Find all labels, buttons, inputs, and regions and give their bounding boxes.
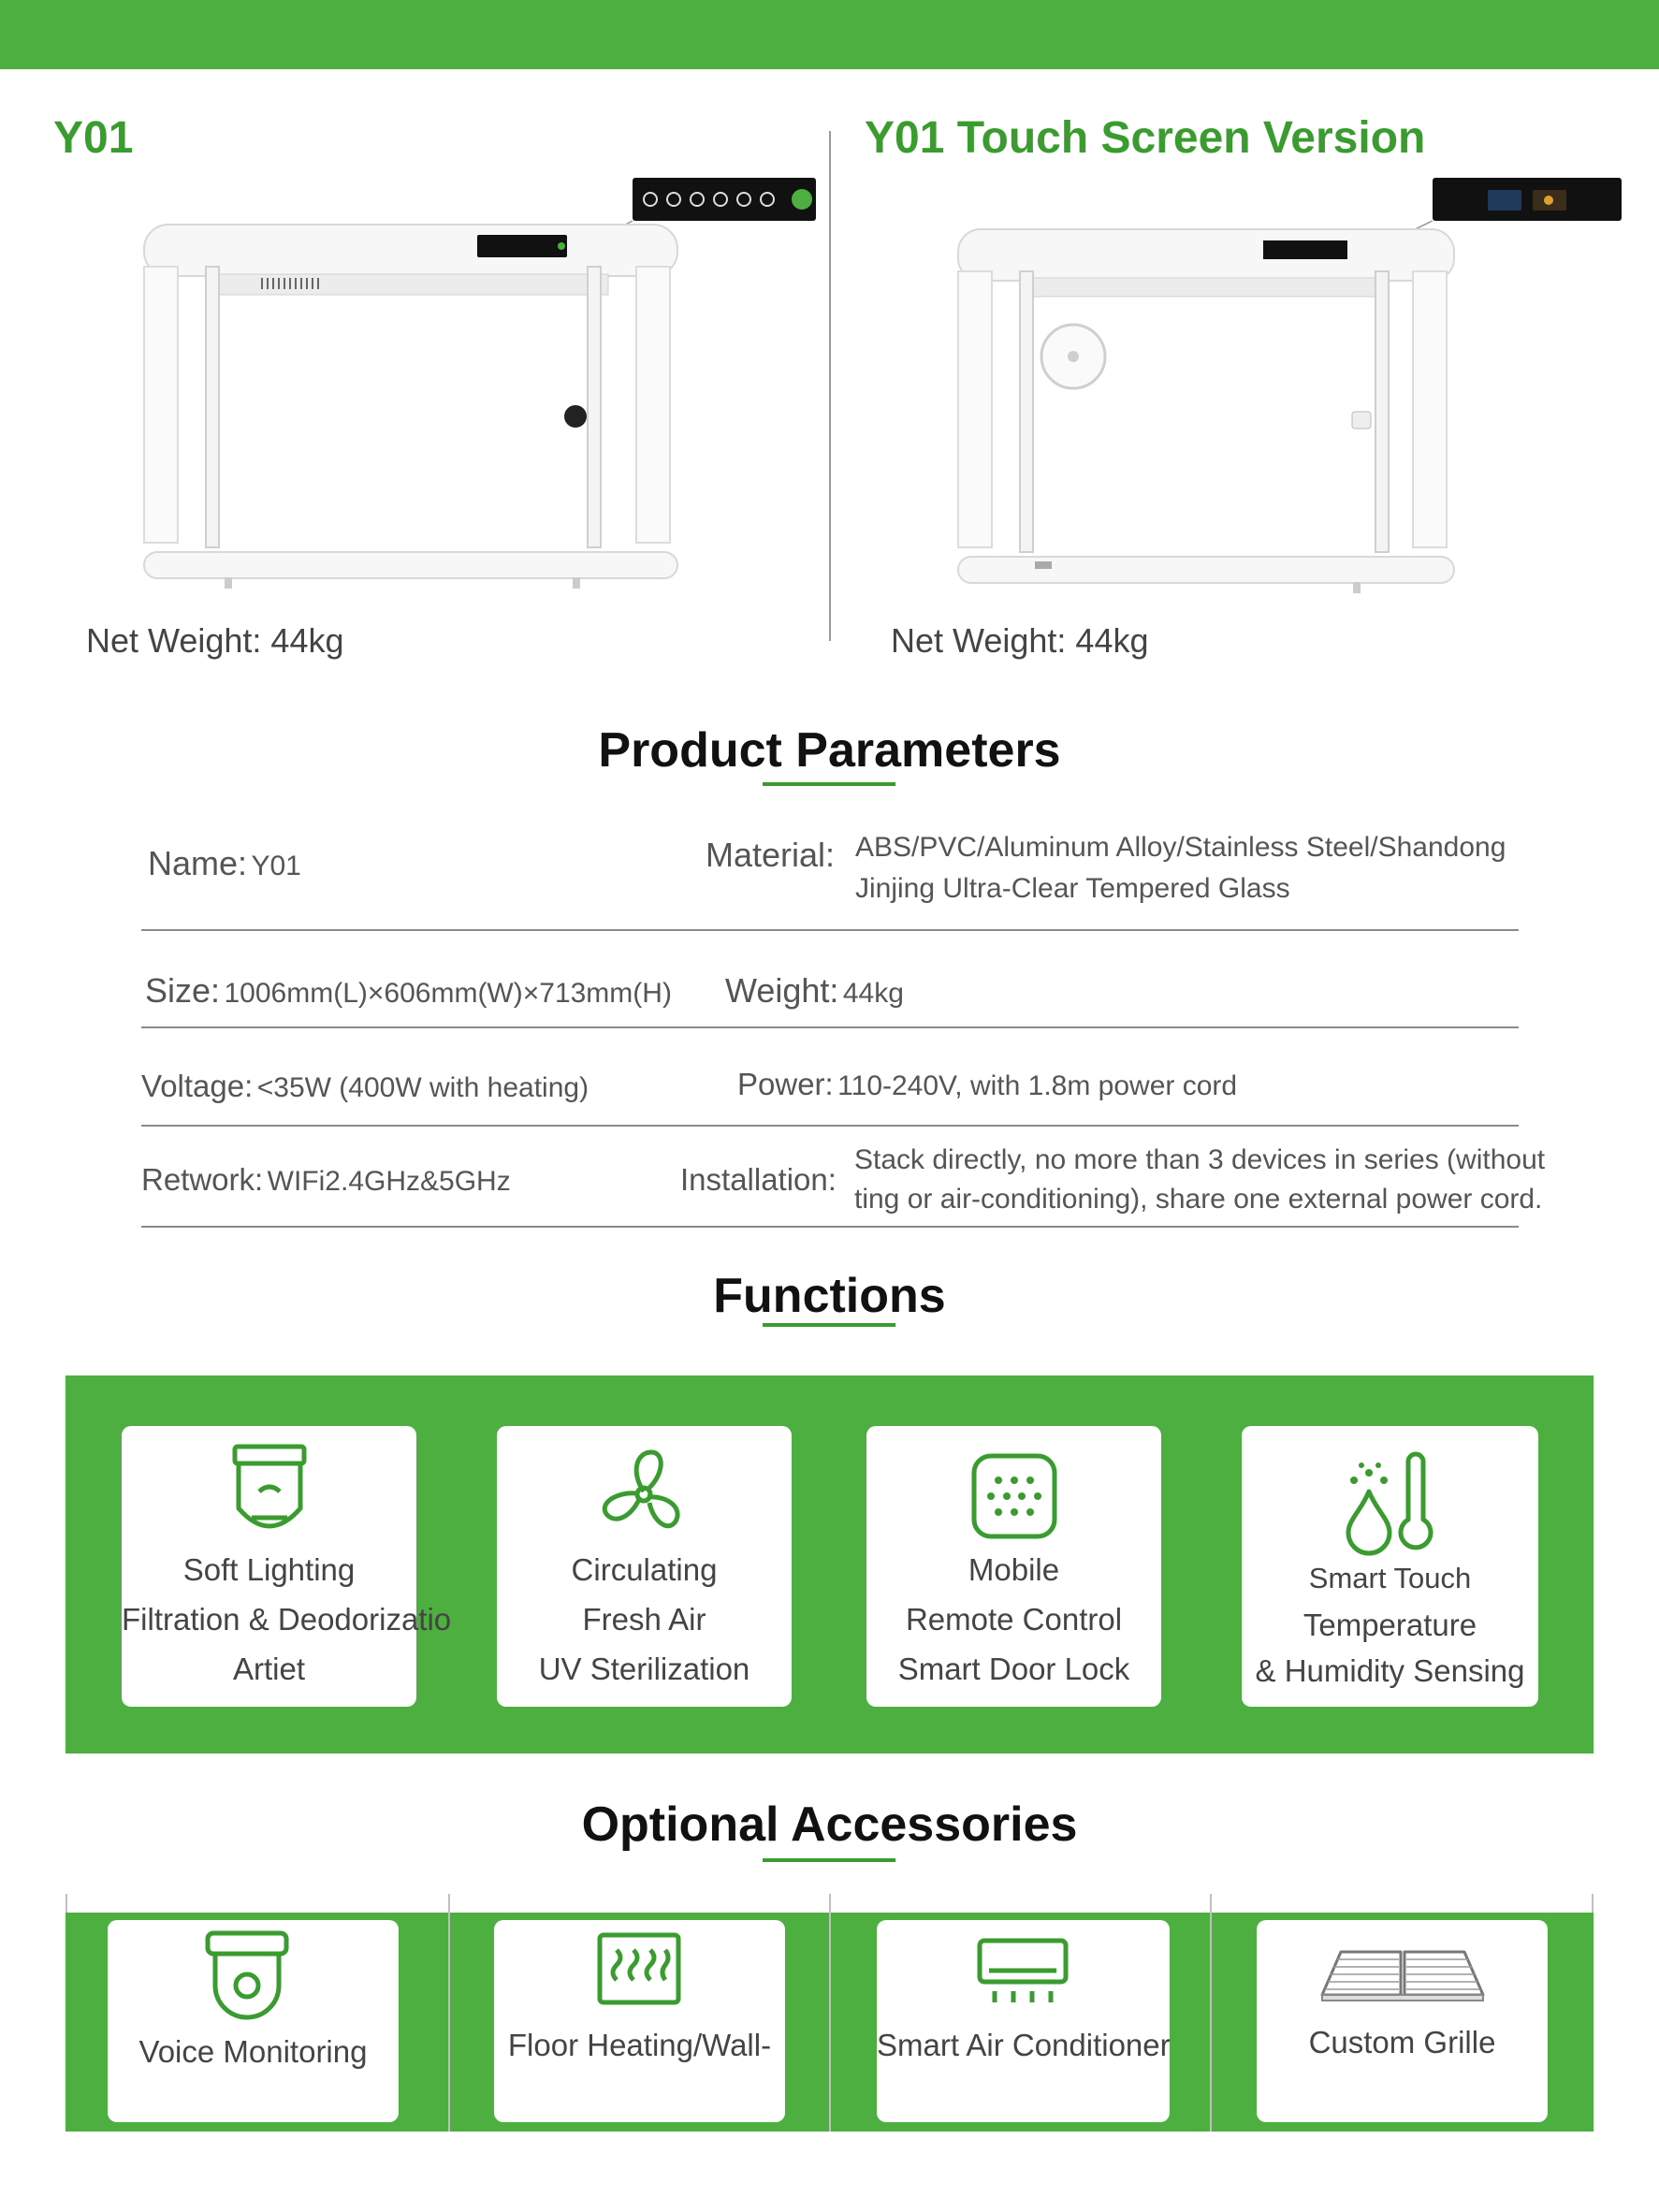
param-value: WIFi2.4GHz&5GHz — [267, 1166, 511, 1197]
accessory-card — [1257, 1920, 1548, 2122]
param-label: Power: — [737, 1067, 834, 1101]
product-title-touch: Y01 Touch Screen Version — [865, 113, 1426, 163]
function-card — [1242, 1426, 1538, 1707]
product-title-y01: Y01 — [53, 113, 134, 163]
param-value: <35W (400W with heating) — [256, 1072, 589, 1103]
function-line: Smart Touch — [1308, 1562, 1472, 1594]
param-divider — [141, 1026, 1519, 1028]
function-card — [866, 1426, 1161, 1707]
lamp-icon — [226, 1443, 313, 1546]
accessories-heading: Optional Accessories — [581, 1797, 1078, 1852]
net-weight-y01: Net Weight: 44kg — [86, 621, 344, 660]
fan-icon — [595, 1445, 692, 1542]
accessory-card — [494, 1920, 785, 2122]
function-line: Temperature — [1302, 1608, 1477, 1642]
function-line: UV Sterilization — [538, 1652, 750, 1686]
param-label: Name: — [148, 844, 248, 882]
param-value: 1006mm(L)×606mm(W)×713mm(H) — [224, 978, 672, 1009]
function-card — [497, 1426, 792, 1707]
functions-heading: Functions — [713, 1269, 946, 1323]
functions-heading-underline — [763, 1323, 895, 1327]
function-line: Mobile — [968, 1552, 1060, 1587]
param-weight — [725, 971, 904, 1011]
accessory-label: Voice Monitoring — [138, 2034, 368, 2069]
param-voltage — [141, 1069, 589, 1104]
param-value-material-line2: Jinjing Ultra-Clear Tempered Glass — [855, 873, 1290, 904]
heating-icon — [596, 1931, 682, 2006]
param-network — [141, 1162, 511, 1198]
product-image-y01 — [131, 173, 823, 604]
function-line: Soft Lighting — [182, 1552, 356, 1587]
accessory-separator — [448, 1894, 450, 2132]
param-name — [148, 844, 301, 883]
accessory-separator — [1592, 1894, 1594, 1913]
function-card — [122, 1426, 452, 1707]
air-conditioner-icon — [976, 1937, 1070, 2008]
param-power — [737, 1067, 1237, 1102]
accessory-label: Floor Heating/Wall- — [507, 2028, 772, 2062]
param-value-material-line1: ABS/PVC/Aluminum Alloy/Stainless Steel/Shandong — [855, 832, 1506, 863]
accessory-label: Custom Grille — [1308, 2025, 1496, 2059]
param-divider — [141, 1226, 1519, 1228]
parameters-heading-underline — [763, 782, 895, 786]
param-size — [145, 971, 672, 1011]
accessory-separator — [1210, 1894, 1212, 2132]
function-line: Remote Control — [905, 1602, 1123, 1637]
product-image-touch — [945, 173, 1637, 604]
param-value: 44kg — [842, 978, 904, 1009]
function-line: Smart Door Lock — [897, 1652, 1130, 1686]
function-line: & Humidity Sensing — [1255, 1653, 1525, 1688]
parameters-heading: Product Parameters — [598, 723, 1061, 778]
accessory-separator — [829, 1894, 831, 2132]
param-value: 110-240V, with 1.8m power cord — [837, 1070, 1238, 1101]
function-line: Artiet — [232, 1652, 306, 1686]
thermometer-drops-icon — [1343, 1454, 1436, 1557]
param-label: Voltage: — [141, 1069, 254, 1103]
remote-dots-icon — [970, 1452, 1058, 1540]
param-label: Retwork: — [141, 1162, 264, 1197]
function-line: Circulating — [571, 1552, 718, 1587]
accessory-card — [877, 1920, 1170, 2122]
param-label-installation: Installation: — [680, 1162, 837, 1197]
function-line: Filtration & Deodorizatio — [122, 1602, 452, 1637]
accessory-separator — [65, 1894, 67, 1913]
param-divider — [141, 1125, 1519, 1127]
param-value: Y01 — [251, 851, 301, 881]
param-label: Weight: — [725, 971, 839, 1010]
net-weight-touch: Net Weight: 44kg — [891, 621, 1149, 660]
accessory-card — [108, 1920, 399, 2122]
function-line: Fresh Air — [582, 1602, 706, 1637]
param-value-installation-line1: Stack directly, no more than 3 devices in series (without — [854, 1144, 1546, 1175]
top-banner — [0, 0, 1659, 69]
accessories-heading-underline — [763, 1858, 895, 1862]
grille-icon — [1317, 1946, 1489, 2008]
accessory-label: Smart Air Conditioner — [877, 2028, 1171, 2062]
product-divider — [829, 131, 831, 641]
param-label-material: Material: — [706, 836, 836, 874]
param-label: Size: — [145, 971, 221, 1010]
param-divider — [141, 929, 1519, 931]
camera-icon — [204, 1929, 290, 2019]
param-value-installation-line2: ting or air-conditioning), share one external power cord. — [854, 1184, 1543, 1215]
